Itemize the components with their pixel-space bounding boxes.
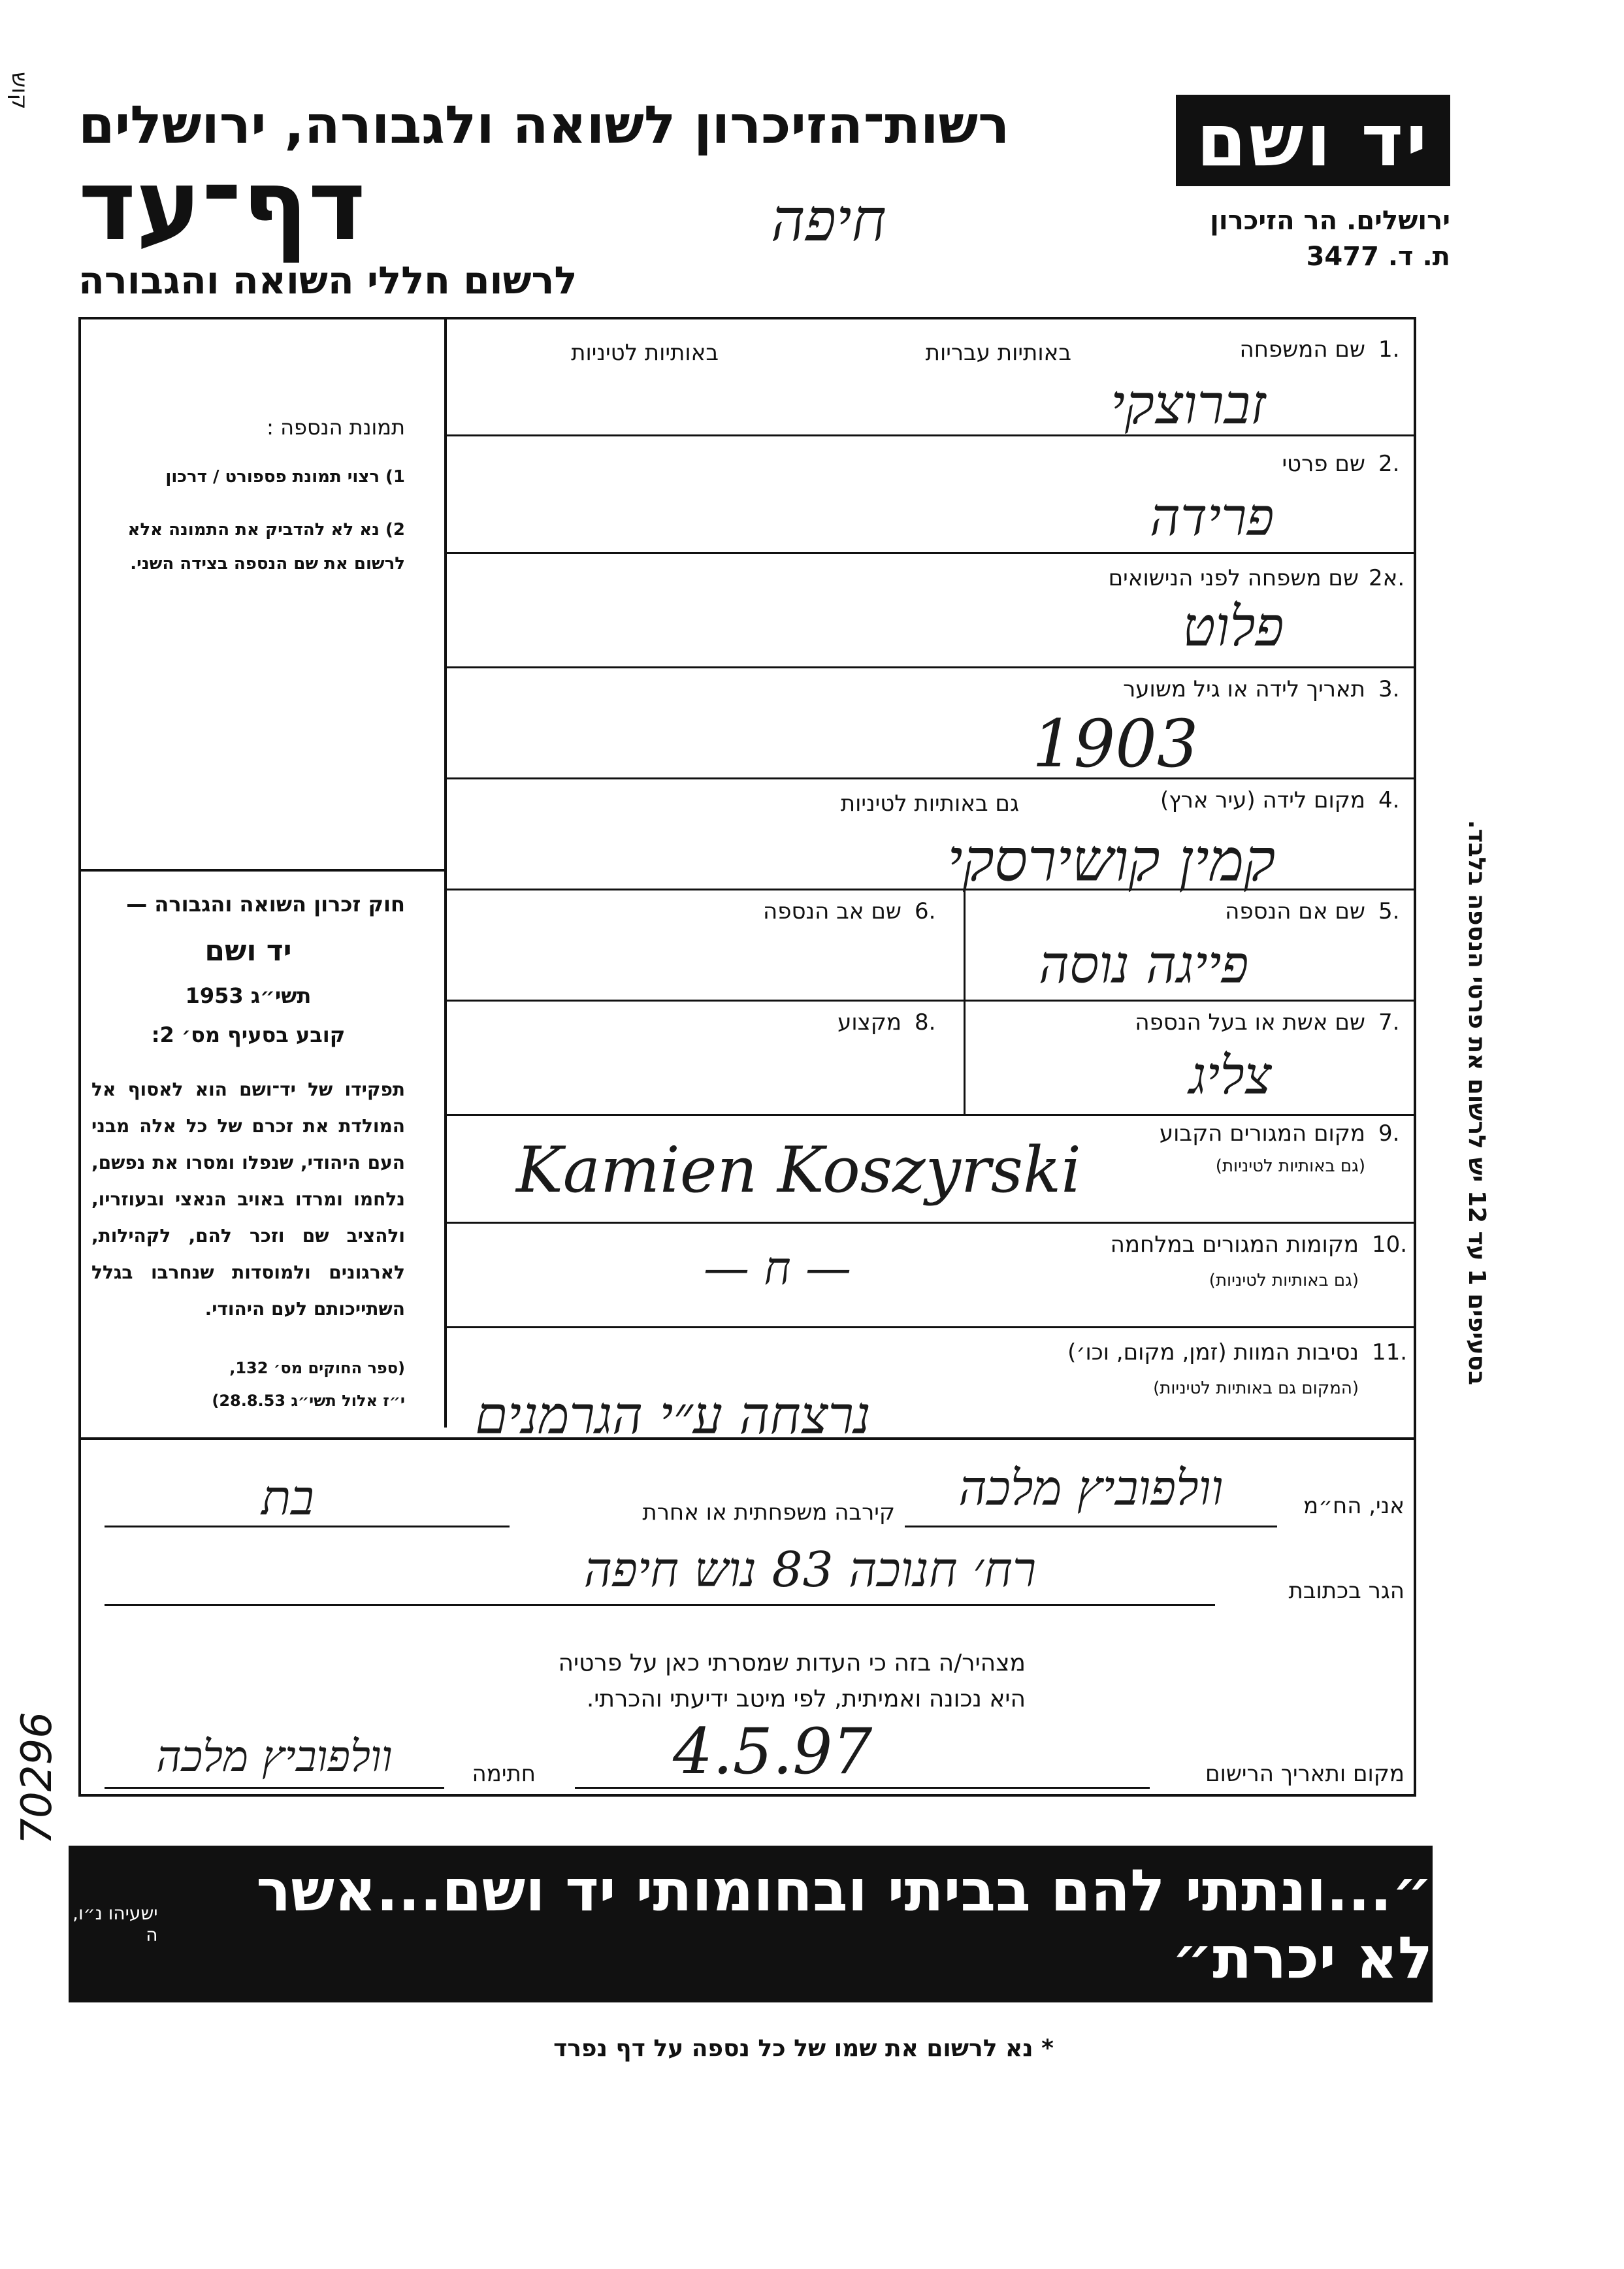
field-10-hint: (גם באותיות לטיניות) xyxy=(1209,1271,1359,1290)
margin-marks: קוש xyxy=(7,72,33,110)
banner-quote: ״...ונתתי להם בביתי ובחומותי יד ושם...אשר לא יכרת״ xyxy=(256,1857,1433,1991)
field-9-hint: (גם באותיות לטיניות) xyxy=(1215,1156,1365,1176)
field-8-number: 8. xyxy=(915,1009,936,1036)
row-line xyxy=(444,434,1416,436)
declarant-label: אני, הח״מ xyxy=(1303,1493,1405,1519)
field-3-value[interactable]: 1903 xyxy=(1032,706,1199,782)
photo-instruction-2: 2) נא לא להדביק את התמונה אלא לרשום את שם הנספה בצידה השני. xyxy=(127,520,405,574)
field-9-label: מקום המגורים הקבוע xyxy=(1159,1120,1365,1147)
law-year: תשי״ג 1953 xyxy=(185,983,312,1008)
field-2-value[interactable]: פרידה xyxy=(1150,487,1275,547)
field-11-label: נסיבות המוות (זמן, מקום, וכו׳) xyxy=(1067,1339,1359,1365)
place-date-value[interactable]: 4.5.97 xyxy=(673,1715,873,1788)
field-9-number: 9. xyxy=(1378,1120,1400,1147)
declarant-line xyxy=(905,1526,1277,1527)
field-2a-label: שם משפחה לפני הנישואים xyxy=(1108,565,1359,591)
footer-note xyxy=(510,2035,1097,2062)
authority-name: רשות־הזיכרון לשואה ולגבורה, ירושלים xyxy=(78,95,1010,155)
row-line xyxy=(444,666,1416,668)
field-9-value[interactable]: Kamien Koszyrski xyxy=(516,1134,1081,1207)
address-label: הגר בכתובת xyxy=(1288,1578,1405,1604)
address-line-2: ת. ד. 3477 xyxy=(1306,242,1450,272)
field-7-value[interactable]: צליג xyxy=(1189,1045,1272,1106)
field-2-label: שם פרטי xyxy=(1282,451,1365,477)
field-4-value[interactable]: קמין קושירסקי xyxy=(947,826,1276,895)
field-3-number: 3. xyxy=(1378,676,1400,702)
footer-note-text: נא לרשום את שמו של כל נספה על דף נפרד xyxy=(553,2035,1033,2062)
field-4-latin-hint: גם באותיות לטיניות xyxy=(840,791,1019,817)
banner-source: ישעיהו נ״ו, ה xyxy=(73,1902,158,1946)
field-1-number: 1. xyxy=(1378,336,1400,363)
logo-text: יד ושם xyxy=(1196,99,1430,182)
law-title: חוק זכרון השואה והגבורה — xyxy=(126,892,405,917)
field-5-number: 5. xyxy=(1378,898,1400,924)
row-line xyxy=(444,552,1416,554)
field-11-number: 11. xyxy=(1372,1339,1408,1365)
statement-line-1: מצהיר/ה בזה כי העדות שמסרתי כאן על פרטיה xyxy=(558,1650,1026,1676)
signature-line xyxy=(105,1787,444,1789)
field-10-value[interactable]: — ח — xyxy=(704,1241,851,1295)
address-value[interactable]: רח׳ חנוכה 83 נוש חיפה xyxy=(583,1542,1037,1598)
address-line xyxy=(105,1604,1215,1606)
photo-title: תמונת הנספה : xyxy=(267,415,405,440)
document-subtitle: לרשום חללי השואה והגבורה xyxy=(78,258,577,302)
yad-vashem-logo xyxy=(1176,95,1450,186)
field-11-value[interactable]: נרצחה ע״י הגרמנים xyxy=(475,1385,871,1446)
field-1-value[interactable]: זברוצקי xyxy=(1111,372,1266,436)
field-5-label: שם אם הנספה xyxy=(1225,898,1365,924)
field-7-number: 7. xyxy=(1378,1009,1400,1036)
place-date-label: מקום ותאריך הרישום xyxy=(1205,1761,1405,1787)
photo-instruction-1: 1) רצוי תמונת פספורט / דרכון xyxy=(165,467,405,487)
signature-label: חתימה xyxy=(472,1761,536,1787)
law-text: תפקידו של יד־ושם הוא לאסוף אל המולדת את זכרם של כל אלה מבני העם היהודי, שנפלו ומסרו את נפשם, נלחמו ומרדו באויב הנאצי ובעוזריו, ולהציב שם וזכר להם, לקהילות, לארגונים ולמוסדות שנחרבו בגלל השתייכותם לעם היהודי. xyxy=(91,1079,405,1320)
field-6-number: 6. xyxy=(915,898,936,924)
field-2-number: 2. xyxy=(1378,451,1400,477)
field-3-label: תאריך לידה או גיל משוער xyxy=(1123,676,1365,702)
field-5-value[interactable]: פייגה נוסה xyxy=(1039,934,1249,995)
row-line xyxy=(444,777,1416,779)
statement-line-2: היא נכונה ואמיתית, לפי מיטב ידיעתי והכרתי. xyxy=(586,1686,1026,1712)
kinship-label: קירבה משפחתית או אחרת xyxy=(642,1499,895,1526)
field-1-hebrew-hint: באותיות עבריות xyxy=(925,340,1071,366)
column-split xyxy=(964,889,966,1114)
law-name: יד ושם xyxy=(204,934,292,968)
row-line xyxy=(444,1000,1416,1002)
quote-banner xyxy=(69,1846,1433,2002)
field-1-label: שם המשפחה xyxy=(1239,336,1365,363)
field-11-hint: (המקום גם באותיות לטיניות) xyxy=(1153,1379,1359,1398)
row-line xyxy=(444,1326,1416,1328)
kinship-value[interactable]: בת xyxy=(261,1470,314,1526)
field-10-label: מקומות המגורים במלחמה xyxy=(1110,1232,1359,1258)
field-4-number: 4. xyxy=(1378,787,1400,813)
declarant-value[interactable]: וולפוביץ מלכה xyxy=(958,1460,1224,1516)
law-clause: קובע בסעיף מס׳ 2: xyxy=(151,1022,346,1047)
signature-value[interactable]: וולפוביץ מלכה xyxy=(156,1731,393,1782)
field-2a-number: 2א. xyxy=(1369,565,1405,591)
field-4-label: מקום לידה (עיר ארץ) xyxy=(1160,787,1365,813)
field-7-label: שם אשת או בעל הנספה xyxy=(1135,1009,1365,1036)
handwritten-city: חיפה xyxy=(771,186,886,255)
document-title: דף־עד xyxy=(78,149,366,263)
sidebar-separator xyxy=(78,869,447,872)
law-reference-2: י״ז אלול תשי״ג 28.8.53) xyxy=(212,1392,405,1410)
row-line xyxy=(444,1222,1416,1224)
document-number: 70296 xyxy=(13,1712,61,1845)
field-8-label: מקצוע xyxy=(837,1009,901,1036)
row-line xyxy=(444,1114,1416,1116)
field-10-number: 10. xyxy=(1372,1232,1408,1258)
field-2a-value[interactable]: פלוט xyxy=(1182,595,1284,659)
address-line-1: ירושלים. הר הזיכרון xyxy=(1210,206,1450,236)
field-6-label: שם אב הנספה xyxy=(763,898,901,924)
sidebar-divider xyxy=(444,317,447,1428)
field-1-latin-hint: באותיות לטיניות xyxy=(571,340,719,366)
law-reference-1: (ספר החוקים מס׳ 132, xyxy=(229,1359,405,1377)
footer-mark: * xyxy=(1041,2035,1054,2062)
side-note: בסעיפים 1 עד 12 יש לרשום את פרטי הנספה בלבד. xyxy=(1463,819,1490,1385)
